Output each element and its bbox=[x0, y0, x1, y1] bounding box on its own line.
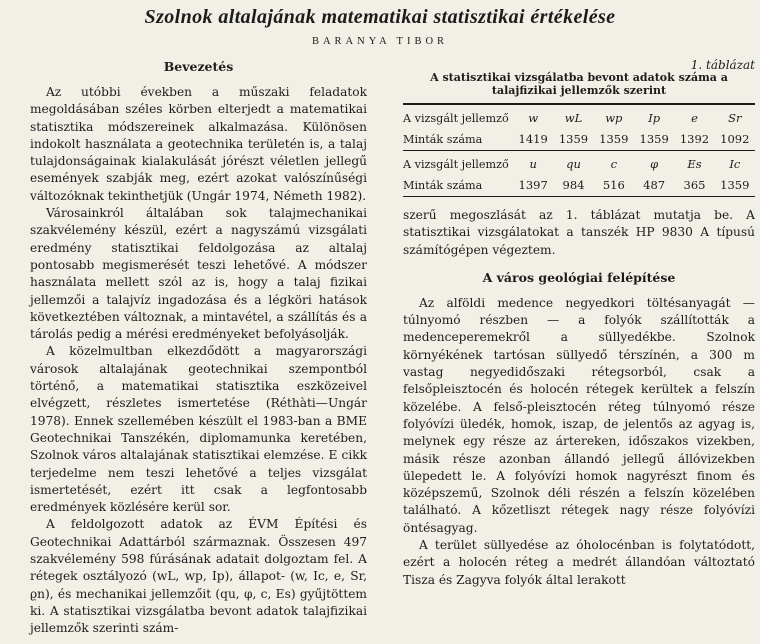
section-heading-geology: A város geológiai felépítése bbox=[482, 269, 676, 285]
table-cell: 1092 bbox=[715, 129, 755, 151]
table-symbol: e bbox=[674, 104, 714, 129]
table-symbol: w bbox=[513, 104, 553, 129]
table-symbol: wL bbox=[553, 104, 593, 129]
table-count-label: Minták száma bbox=[403, 175, 513, 197]
table-cell: 365 bbox=[674, 175, 714, 197]
table-cell: 1419 bbox=[513, 129, 553, 151]
table-symbol: qu bbox=[566, 157, 581, 171]
table-cell: 1359 bbox=[553, 129, 593, 151]
paragraph: A terület süllyedése az óholocénban is folytatódott, ezért a holocén réteg a medrét állandóan változtató Tisza és Zagyva folyók által lerakott bbox=[403, 538, 755, 587]
table-symbol: Ip bbox=[634, 104, 674, 129]
table-cell: 984 bbox=[553, 175, 593, 197]
paragraph: Az utóbbi években a műszaki feladatok megoldásában széles körben elterjedt a matematikai statisztika módszereinek alkalmazása. Különösen indokolt használata a geotechnika területén is, a talaj tulajdonságainak kialakulását jórészt véletlen jellegű események szabják meg, ezért azokat valószínűségi változóknak tekinthetjük (Ungár 1974, Németh 1982). bbox=[30, 85, 367, 203]
left-column bbox=[30, 58, 367, 638]
data-table bbox=[403, 103, 755, 197]
section-heading-introduction: Bevezetés bbox=[163, 59, 234, 74]
table-cell: 1392 bbox=[674, 129, 714, 151]
table-symbol: u bbox=[529, 157, 537, 171]
table-row-label: A vizsgált jellemző bbox=[403, 104, 513, 129]
table-cell: 1359 bbox=[634, 129, 674, 151]
table-cell: 516 bbox=[594, 175, 634, 197]
paragraph: Az alföldi medence negyedkori töltésanyagát — túlnyomó részben — a folyók szállították a medenceperemekről a süllyedékbe. Szolnok környékének tartósan süllyedő térszínén, a 300 m vastag negyedidőszaki rétegsorból, csak a felsőpleisztocén és holocén rétegek kerültek a felszín közelébe. A felső-pleisztocén réteg túlnyomó része folyóvízi üledék, homok, iszap, de jelentős az agyag is, melynek egy része az ártereken, időszakos vizekben, másik része azonban állandó jellegű állóvizekben ülepedett le. A folyóvízi homok nagyrészt finom és középszemű, Szolnok déli részén a felszín közelében található. A kőzetliszt rétegek nagy része folyóvízi öntésagyag. bbox=[403, 295, 755, 535]
table-symbol: Ic bbox=[729, 157, 741, 171]
paragraph: szerű megoszlását az 1. táblázat mutatja be. A statisztikai vizsgálatokat a tanszék HP 9830 A típusú számítógépen végeztem. bbox=[403, 208, 755, 257]
table-row bbox=[403, 175, 755, 197]
table-symbol: Sr bbox=[715, 104, 755, 129]
author-name: BARANYA TIBOR bbox=[311, 36, 449, 47]
table-number: 1. táblázat bbox=[690, 58, 755, 72]
table-title: A statisztikai vizsgálatba bevont adatok száma a talajfizikai jellemzők szerint bbox=[430, 71, 728, 97]
article-title: Szolnok altalajának matematikai statisztikai értékelése bbox=[144, 6, 616, 28]
table-header-row bbox=[403, 104, 755, 129]
paragraph: A feldolgozott adatok az ÉVM Építési és Geotechnikai Adattárból származnak. Összesen 497 szakvélemény 598 fúrásának adatait dolgoztam fel. A rétegek osztályozó (wL, wp, Ip), állapot- (w, Ic, e, Sr, ϱn), és mechanikai jellemzőit (qu, φ, c, Es) gyűjtöttem ki. A statisztikai vizsgálatba bevont adatok talajfizikai jellemzők szerinti szám- bbox=[30, 517, 367, 636]
right-column bbox=[403, 58, 755, 589]
table-count-label: Minták száma bbox=[403, 129, 513, 151]
table-symbol: c bbox=[610, 157, 618, 171]
table-symbol: φ bbox=[650, 157, 659, 171]
table-cell: 1359 bbox=[594, 129, 634, 151]
table-cell: 1359 bbox=[715, 175, 755, 197]
table-cell: 487 bbox=[634, 175, 674, 197]
table-row-label: A vizsgált jellemző bbox=[403, 157, 509, 171]
table-header-row bbox=[403, 151, 755, 176]
table-symbol: wp bbox=[594, 104, 634, 129]
table-cell: 1397 bbox=[513, 175, 553, 197]
table-symbol: Es bbox=[687, 157, 702, 171]
paragraph: Városainkról általában sok talajmechanikai szakvélemény készül, ezért a nagyszámú vizsgálati eredmény statisztikai feldolgozása az altalaj pontosabb megismerését teszi lehetővé. A módszer használata mellett szól az is, hogy a talaj fizikai jellemzői a talajvíz ingadozása és a légköri hatások következtében változnak, a mintavétel, a szállítás és a tárolás pedig a mérési eredményeket befolyásolják. bbox=[30, 206, 367, 342]
table-row bbox=[403, 129, 755, 151]
paragraph: A közelmultban elkezdődött a magyarországi városok altalajának geotechnikai szempontból történő, a matematikai statisztika eszközeivel elvégzett, részletes ismertetése (Réthàti—Ungár 1978). Ennek szellemében készült el 1983-ban a BME Geotechnikai Tanszékén, diplomamunka keretében, Szolnok város altalajának statisztikai elemzése. E cikk terjedelme nem teszi lehetővé a teljes vizsgálat ismertetését, ezért itt csak a legfontosabb eredmények közlésére kerül sor. bbox=[30, 344, 367, 515]
